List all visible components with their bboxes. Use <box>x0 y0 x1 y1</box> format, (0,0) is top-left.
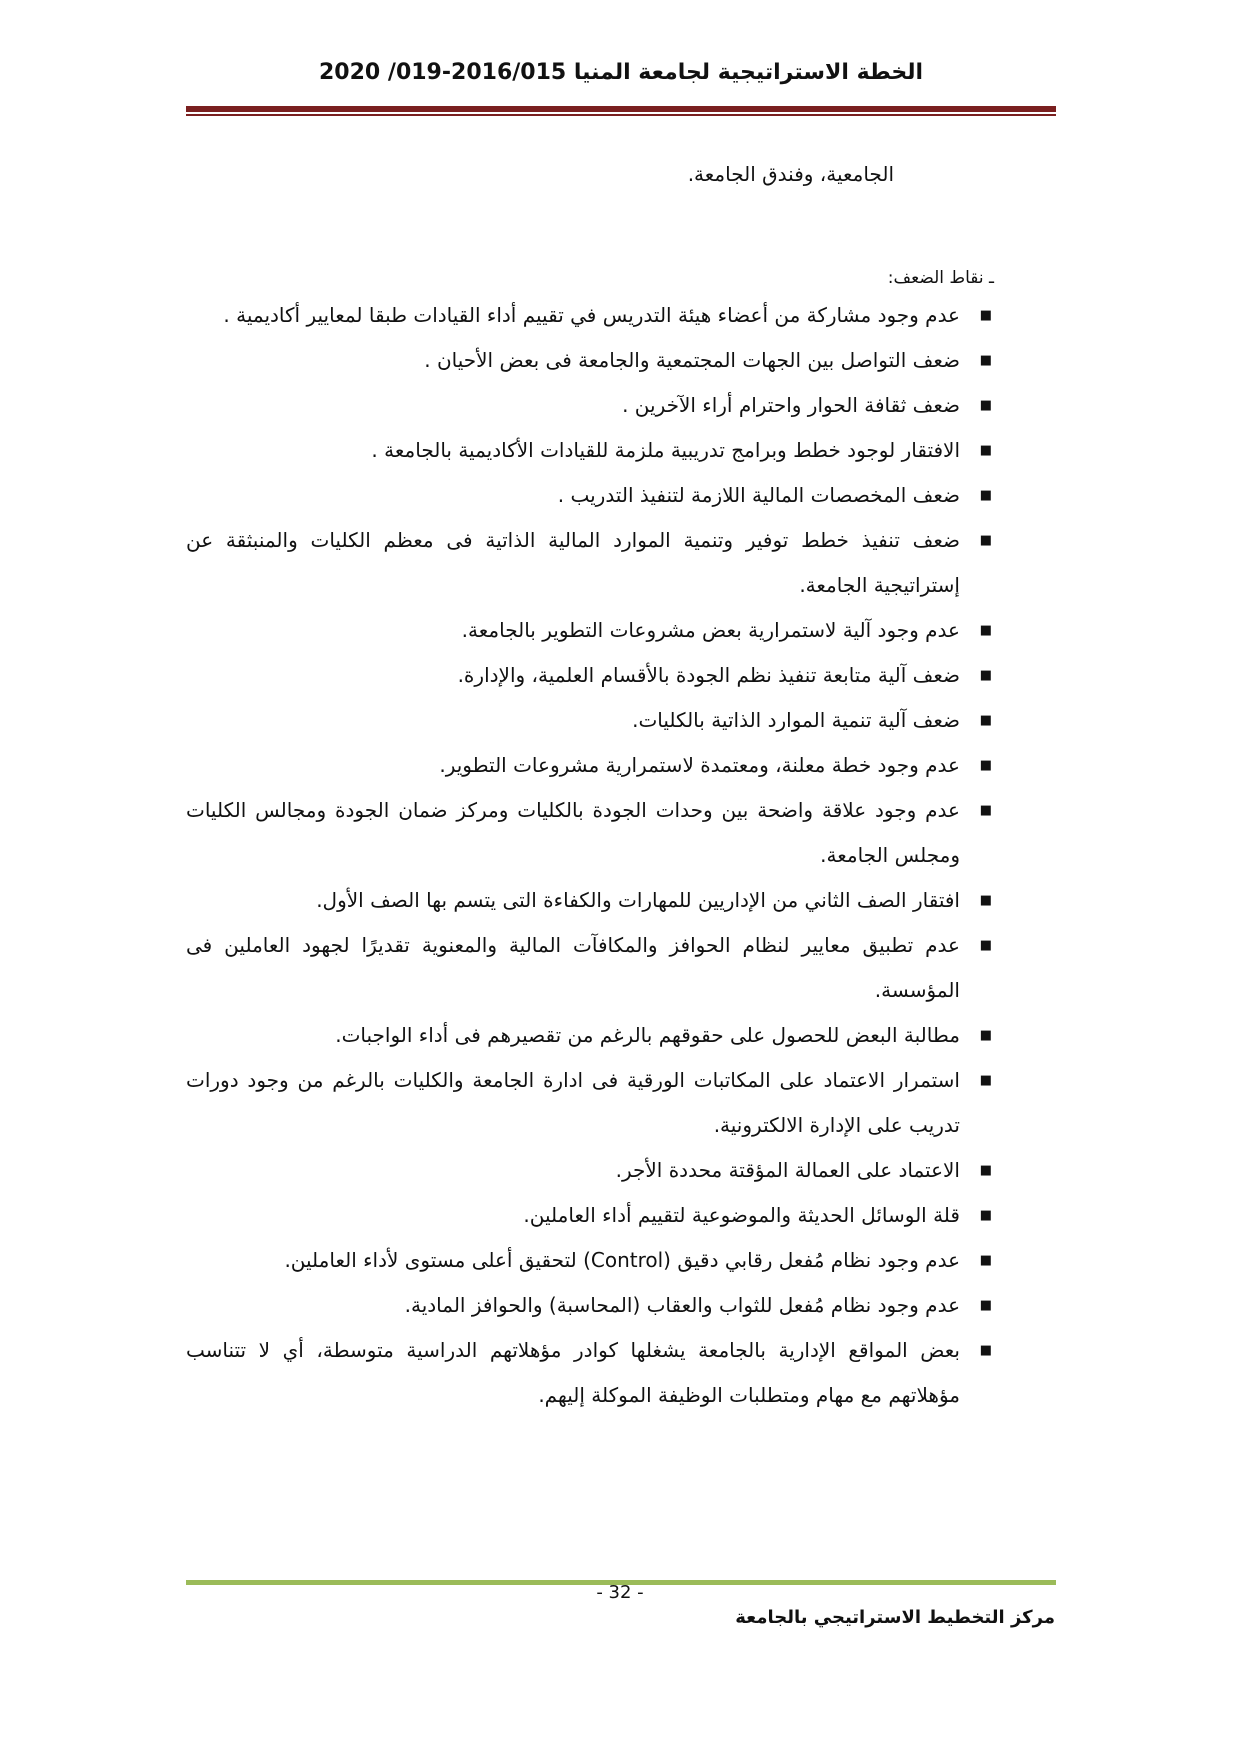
bullet-icon: ■ <box>979 533 992 548</box>
list-item <box>186 338 994 383</box>
bullet-icon: ■ <box>979 623 992 638</box>
list-item <box>186 1238 994 1283</box>
bullet-icon: ■ <box>979 1343 992 1358</box>
list-item-text: عدم وجود نظام مُفعل للثواب والعقاب (المحاسبة) والحوافز المادية. <box>404 1293 960 1317</box>
list-item <box>186 1058 994 1148</box>
list-item <box>186 743 994 788</box>
continuation-text: الجامعية، وفندق الجامعة. <box>687 162 894 186</box>
list-item <box>186 1013 994 1058</box>
section-heading-weaknesses: ـ نقاط الضعف: <box>887 268 994 288</box>
list-item-text: استمرار الاعتماد على المكاتبات الورقية فى ادارة الجامعة والكليات بالرغم من وجود دورات تدريب على الإدارة الالكترونية. <box>186 1068 960 1137</box>
bullet-icon: ■ <box>979 1028 992 1043</box>
list-item-text: ضعف ثقافة الحوار واحترام أراء الآخرين . <box>622 393 960 417</box>
bullet-icon: ■ <box>979 1298 992 1313</box>
list-item-text: عدم وجود نظام مُفعل رقابي دقيق (Control) لتحقيق أعلى مستوى لأداء العاملين. <box>284 1248 960 1272</box>
list-item-text: افتقار الصف الثاني من الإداريين للمهارات والكفاءة التى يتسم بها الصف الأول. <box>316 888 960 912</box>
header-title: الخطة الاستراتيجية لجامعة المنيا 2016/015-019/ 2020 <box>319 60 923 85</box>
list-item <box>186 1328 994 1418</box>
list-item-text: ضعف آلية متابعة تنفيذ نظم الجودة بالأقسام العلمية، والإدارة. <box>457 663 960 687</box>
bullet-icon: ■ <box>979 803 992 818</box>
list-item <box>186 878 994 923</box>
list-item-text: عدم وجود مشاركة من أعضاء هيئة التدريس في تقييم أداء القيادات طبقا لمعايير أكاديمية . <box>223 303 960 327</box>
list-item-text: عدم وجود علاقة واضحة بين وحدات الجودة بالكليات ومركز ضمان الجودة ومجالس الكليات ومجلس الجامعة. <box>186 798 960 867</box>
list-item-text: الافتقار لوجود خطط وبرامج تدريبية ملزمة للقيادات الأكاديمية بالجامعة . <box>371 438 960 462</box>
bullet-icon: ■ <box>979 1208 992 1223</box>
bullet-icon: ■ <box>979 398 992 413</box>
header-divider-thin <box>186 114 1056 116</box>
list-item <box>186 653 994 698</box>
bullet-icon: ■ <box>979 443 992 458</box>
bullet-icon: ■ <box>979 758 992 773</box>
bullet-icon: ■ <box>979 668 992 683</box>
list-item-text: قلة الوسائل الحديثة والموضوعية لتقييم أداء العاملين. <box>523 1203 960 1227</box>
list-item-text: ضعف التواصل بين الجهات المجتمعية والجامعة فى بعض الأحيان . <box>424 348 960 372</box>
bullet-icon: ■ <box>979 308 992 323</box>
list-item-text: بعض المواقع الإدارية بالجامعة يشغلها كوادر مؤهلاتهم الدراسية متوسطة، أي لا تتناسب مؤهلاتهم مع مهام ومتطلبات الوظيفة الموكلة إليهم. <box>186 1338 960 1407</box>
bullet-icon: ■ <box>979 488 992 503</box>
list-item <box>186 293 994 338</box>
list-item-text: ضعف تنفيذ خطط توفير وتنمية الموارد المالية الذاتية فى معظم الكليات والمنبثقة عن إستراتيجية الجامعة. <box>186 528 960 597</box>
header-divider-thick <box>186 106 1056 112</box>
list-item <box>186 428 994 473</box>
list-item <box>186 1148 994 1193</box>
bullet-icon: ■ <box>979 1073 992 1088</box>
bullet-icon: ■ <box>979 893 992 908</box>
list-item <box>186 473 994 518</box>
list-item <box>186 518 994 608</box>
list-item-text: عدم تطبيق معايير لنظام الحوافز والمكافآت المالية والمعنوية تقديرًا لجهود العاملين فى المؤسسة. <box>186 933 960 1002</box>
list-item-text: ضعف آلية تنمية الموارد الذاتية بالكليات. <box>632 708 960 732</box>
list-item <box>186 608 994 653</box>
bullet-icon: ■ <box>979 713 992 728</box>
bullet-icon: ■ <box>979 938 992 953</box>
list-item-text: عدم وجود خطة معلنة، ومعتمدة لاستمرارية مشروعات التطوير. <box>439 753 960 777</box>
list-item <box>186 1193 994 1238</box>
weaknesses-list <box>186 293 994 1418</box>
bullet-icon: ■ <box>979 353 992 368</box>
footer-center-name: مركز التخطيط الاستراتيجي بالجامعة <box>735 1607 1055 1628</box>
bullet-icon: ■ <box>979 1253 992 1268</box>
list-item-text: مطالبة البعض للحصول على حقوقهم بالرغم من تقصيرهم فى أداء الواجبات. <box>335 1023 960 1047</box>
list-item <box>186 1283 994 1328</box>
list-item <box>186 788 994 878</box>
page-number: - 32 - <box>596 1582 644 1603</box>
list-item-text: ضعف المخصصات المالية اللازمة لتنفيذ التدريب . <box>557 483 960 507</box>
list-item <box>186 383 994 428</box>
bullet-icon: ■ <box>979 1163 992 1178</box>
main-content <box>186 152 994 1418</box>
list-item-text: عدم وجود آلية لاستمرارية بعض مشروعات التطوير بالجامعة. <box>461 618 960 642</box>
list-item <box>186 698 994 743</box>
list-item-text: الاعتماد على العمالة المؤقتة محددة الأجر. <box>615 1158 960 1182</box>
list-item <box>186 923 994 1013</box>
